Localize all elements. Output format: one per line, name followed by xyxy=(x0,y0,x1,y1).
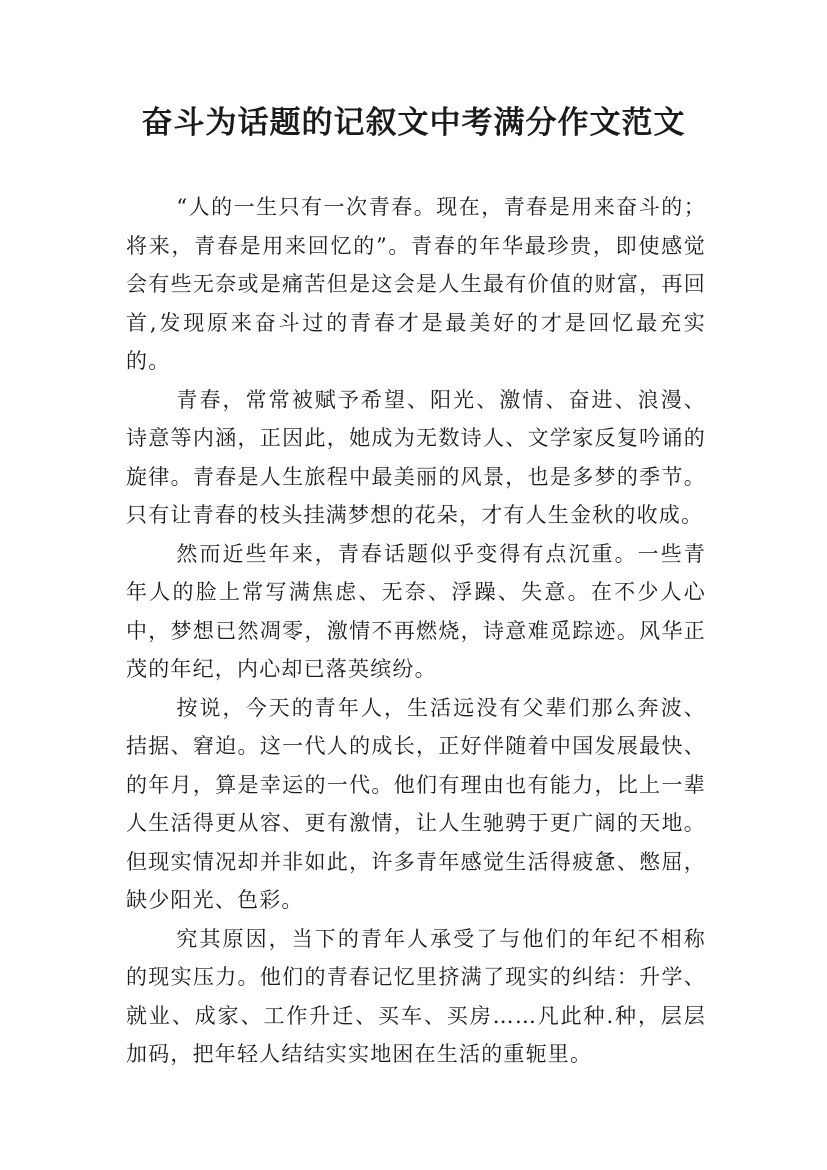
paragraph-3: 然而近些年来，青春话题似乎变得有点沉重。一些青年人的脸上常写满焦虑、无奈、浮躁、失意。在不少人心中，梦想已然凋零，激情不再燃烧，诗意难觅踪迹。风华正茂的年纪，内心却已落英缤纷。 xyxy=(126,541,706,681)
document-title: 奋斗为话题的记叙文中考满分作文范文 xyxy=(141,105,686,141)
document-body xyxy=(126,188,706,1074)
paragraph-1: “人的一生只有一次青春。现在，青春是用来奋斗的；将来，青春是用来回忆的”。青春的年华最珍贵，即使感觉会有些无奈或是痛苦但是这会是人生最有价值的财富，再回首,发现原来奋斗过的青春才是最美好的才是回忆最充实的。 xyxy=(126,195,706,373)
paragraph-5: 究其原因，当下的青年人承受了与他们的年纪不相称的现实压力。他们的青春记忆里挤满了现实的纠结：升学、就业、成家、工作升迁、买车、买房……凡此种.种，层层加码，把年轻人结结实实地困在生活的重轭里。 xyxy=(126,926,706,1066)
paragraph-4: 按说，今天的青年人，生活远没有父辈们那么奔波、拮据、窘迫。这一代人的成长，正好伴随着中国发展最快、的年月，算是幸运的一代。他们有理由也有能力，比上一辈人生活得更从容、更有激情，让人生驰骋于更广阔的天地。但现实情况却并非如此，许多青年感觉生活得疲惫、憋屈，缺少阳光、色彩。 xyxy=(126,695,706,912)
paragraph-2: 青春，常常被赋予希望、阳光、激情、奋进、浪漫、诗意等内涵，正因此，她成为无数诗人、文学家反复吟诵的旋律。青春是人生旅程中最美丽的风景，也是多梦的季节。只有让青春的枝头挂满梦想的花朵，才有人生金秋的收成。 xyxy=(126,387,706,527)
